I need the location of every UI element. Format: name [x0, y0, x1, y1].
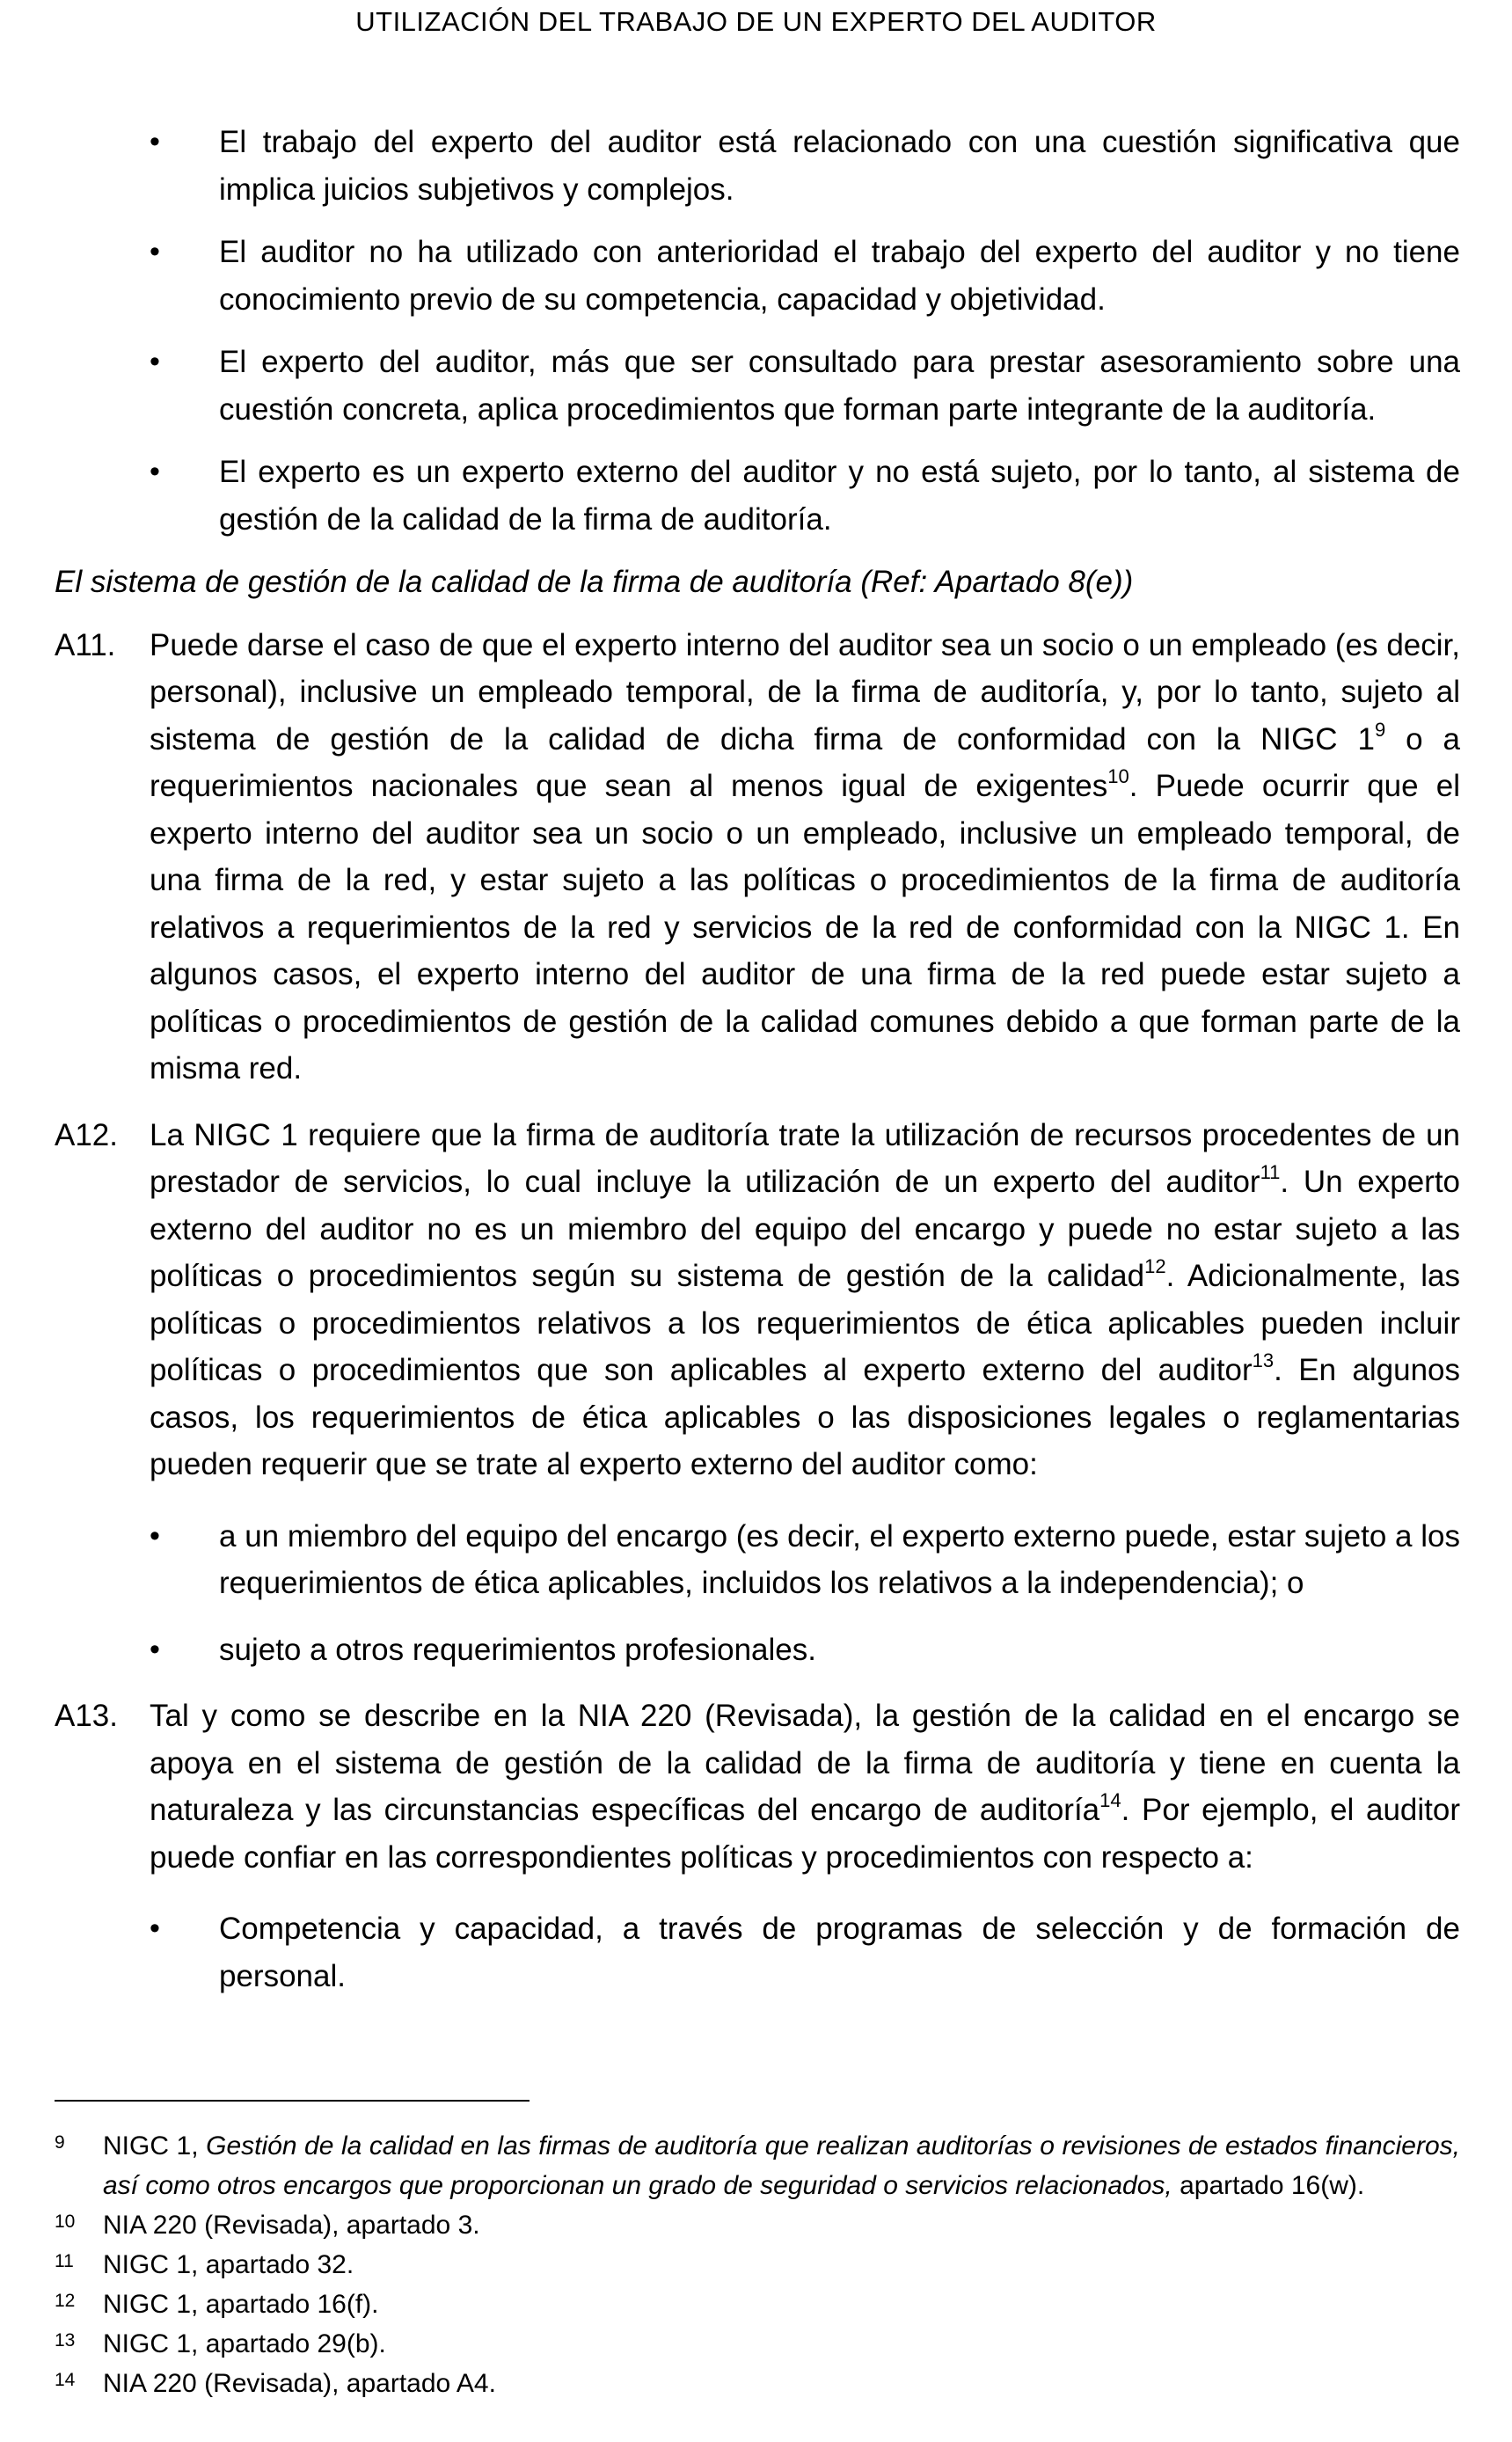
footnote-text: NIA 220 (Revisada), apartado 3. [103, 2211, 480, 2240]
list-item-text: a un miembro del equipo del encargo (es decir, el experto externo puede, estar sujeto a los requerimientos de ética aplicables, incluidos los relativos a la independencia); o [219, 1518, 1460, 1600]
paragraph-text: o a requerimientos nacionales que sean al menos igual de exigentes [150, 721, 1460, 803]
section-subheading: El sistema de gestión de la calidad de la firma de auditoría (Ref: Apartado 8(e)) [55, 565, 1134, 599]
bullet-icon: • [150, 345, 160, 378]
paragraph-text: . Adicionalmente, las políticas o procedimientos relativos a los requerimientos de ética aplicables pueden incluir políticas o procedimientos que son aplicables al experto externo del auditor [150, 1259, 1460, 1387]
footnote-number: 10 [55, 2212, 76, 2232]
footnote-title: Gestión de la calidad en las firmas de auditoría que realizan auditorías o revisiones de estados financieros, así como otros encargos que proporcionan un grado de seguridad o servicios relacionados, [103, 2131, 1460, 2200]
footnote [55, 2324, 1460, 2364]
page-header: UTILIZACIÓN DEL TRABAJO DE UN EXPERTO DEL AUDITOR [355, 6, 1157, 37]
bullet-icon: • [150, 1518, 160, 1553]
footnote-number: 14 [55, 2370, 76, 2390]
paragraph-a13 [55, 1693, 1460, 1881]
list-item [55, 1905, 1460, 2000]
document-body [55, 119, 1460, 2000]
footnote-ref: 12 [1144, 1255, 1166, 1278]
list-item-text: sujeto a otros requerimientos profesionales. [219, 1632, 816, 1667]
footnote-ref: 14 [1099, 1789, 1121, 1812]
paragraph-text: Puede darse el caso de que el experto interno del auditor sea un socio o un empleado (es decir, personal), inclusive un empleado temporal, de la firma de auditoría, y, por lo tanto, sujeto al sistema de gestión de la calidad de dicha firma de conformidad con la NIGC 1 [150, 627, 1460, 757]
footnote [55, 2285, 1460, 2324]
footnote-number: 11 [55, 2251, 74, 2271]
footnote [55, 2126, 1460, 2205]
footnote [55, 2364, 1460, 2403]
footnote-divider [55, 2100, 530, 2102]
list-item-text: El trabajo del experto del auditor está relacionado con una cuestión significativa que implica juicios subjetivos y complejos. [219, 125, 1460, 207]
footnote-number: 12 [55, 2291, 76, 2311]
footnote-text: apartado 16(w). [1172, 2171, 1365, 2200]
footnote-number: 13 [55, 2330, 76, 2351]
footnote-text: NIGC 1, apartado 16(f). [103, 2290, 379, 2319]
list-item [55, 449, 1460, 543]
list-item-text: El experto es un experto externo del auditor y no está sujeto, por lo tanto, al sistema de gestión de la calidad de la firma de auditoría. [219, 455, 1460, 537]
paragraph-text: . Un experto externo del auditor no es un miembro del equipo del encargo y puede no estar sujeto a las políticas o procedimientos según su sistema de gestión de la calidad [150, 1165, 1461, 1293]
bullet-icon: • [150, 125, 160, 158]
paragraph-text: . Por ejemplo, el auditor puede confiar en las correspondientes políticas y procedimientos con respecto a: [150, 1793, 1461, 1875]
list-item [55, 1513, 1460, 1607]
list-item [55, 119, 1460, 213]
footnotes [55, 2126, 1460, 2403]
paragraph-number: A12. [55, 1117, 118, 1152]
paragraph-text: La NIGC 1 requiere que la firma de auditoría trate la utilización de recursos procedentes de un prestador de servicios, lo cual incluye la utilización de un experto del auditor [150, 1117, 1460, 1199]
footnote [55, 2245, 1460, 2285]
footnote-ref: 10 [1107, 765, 1129, 788]
bullet-icon: • [150, 235, 160, 268]
paragraph-number: A13. [55, 1699, 118, 1733]
footnote-text: NIGC 1, apartado 29(b). [103, 2329, 386, 2358]
footnote [55, 2205, 1460, 2245]
paragraph-text: . Puede ocurrir que el experto interno del auditor sea un socio o un empleado, inclusive un empleado temporal, de una firma de la red, y estar sujeto a las políticas o procedimientos de la firma de auditoría relativos a requerimientos de la red y servicios de la red de conformidad con la NIGC 1. En algunos casos, el experto interno del auditor de una firma de la red puede estar sujeto a políticas o procedimientos de gestión de la calidad comunes debido a que forman parte de la misma red. [150, 769, 1460, 1086]
footnote-text: NIGC 1, [103, 2131, 207, 2161]
list-item-text: Competencia y capacidad, a través de programas de selección y de formación de personal. [219, 1912, 1460, 1993]
footnote-ref: 9 [1374, 718, 1386, 741]
footnote-number: 9 [55, 2132, 65, 2153]
footnote-ref: 13 [1252, 1349, 1275, 1372]
footnote-text: NIGC 1, apartado 32. [103, 2250, 354, 2279]
paragraph-a12 [55, 1112, 1460, 1488]
footnote-text: NIA 220 (Revisada), apartado A4. [103, 2369, 496, 2398]
footnote-ref: 11 [1260, 1161, 1281, 1184]
bullet-icon: • [150, 455, 160, 488]
list-item-text: El auditor no ha utilizado con anterioridad el trabajo del experto del auditor y no tiene conocimiento previo de su competencia, capacidad y objetividad. [219, 235, 1460, 317]
bullet-icon: • [150, 1912, 160, 1945]
list-item [55, 229, 1460, 323]
paragraph-text: Tal y como se describe en la NIA 220 (Revisada), la gestión de la calidad en el encargo se apoya en el sistema de gestión de la calidad de la firma de auditoría y tiene en cuenta la naturaleza y las circunstancias específicas del encargo de auditoría [150, 1699, 1460, 1827]
paragraph-number: A11. [55, 627, 116, 662]
paragraph-a11 [55, 622, 1460, 1093]
bullet-icon: • [150, 1632, 160, 1666]
list-item [55, 1627, 1460, 1674]
paragraph-text: . En algunos casos, los requerimientos de ética aplicables o las disposiciones legales o reglamentarias pueden requerir que se trate al experto externo del auditor como: [150, 1353, 1460, 1481]
list-item [55, 339, 1460, 433]
list-item-text: El experto del auditor, más que ser consultado para prestar asesoramiento sobre una cuestión concreta, aplica procedimientos que forman parte integrante de la auditoría. [219, 345, 1460, 427]
